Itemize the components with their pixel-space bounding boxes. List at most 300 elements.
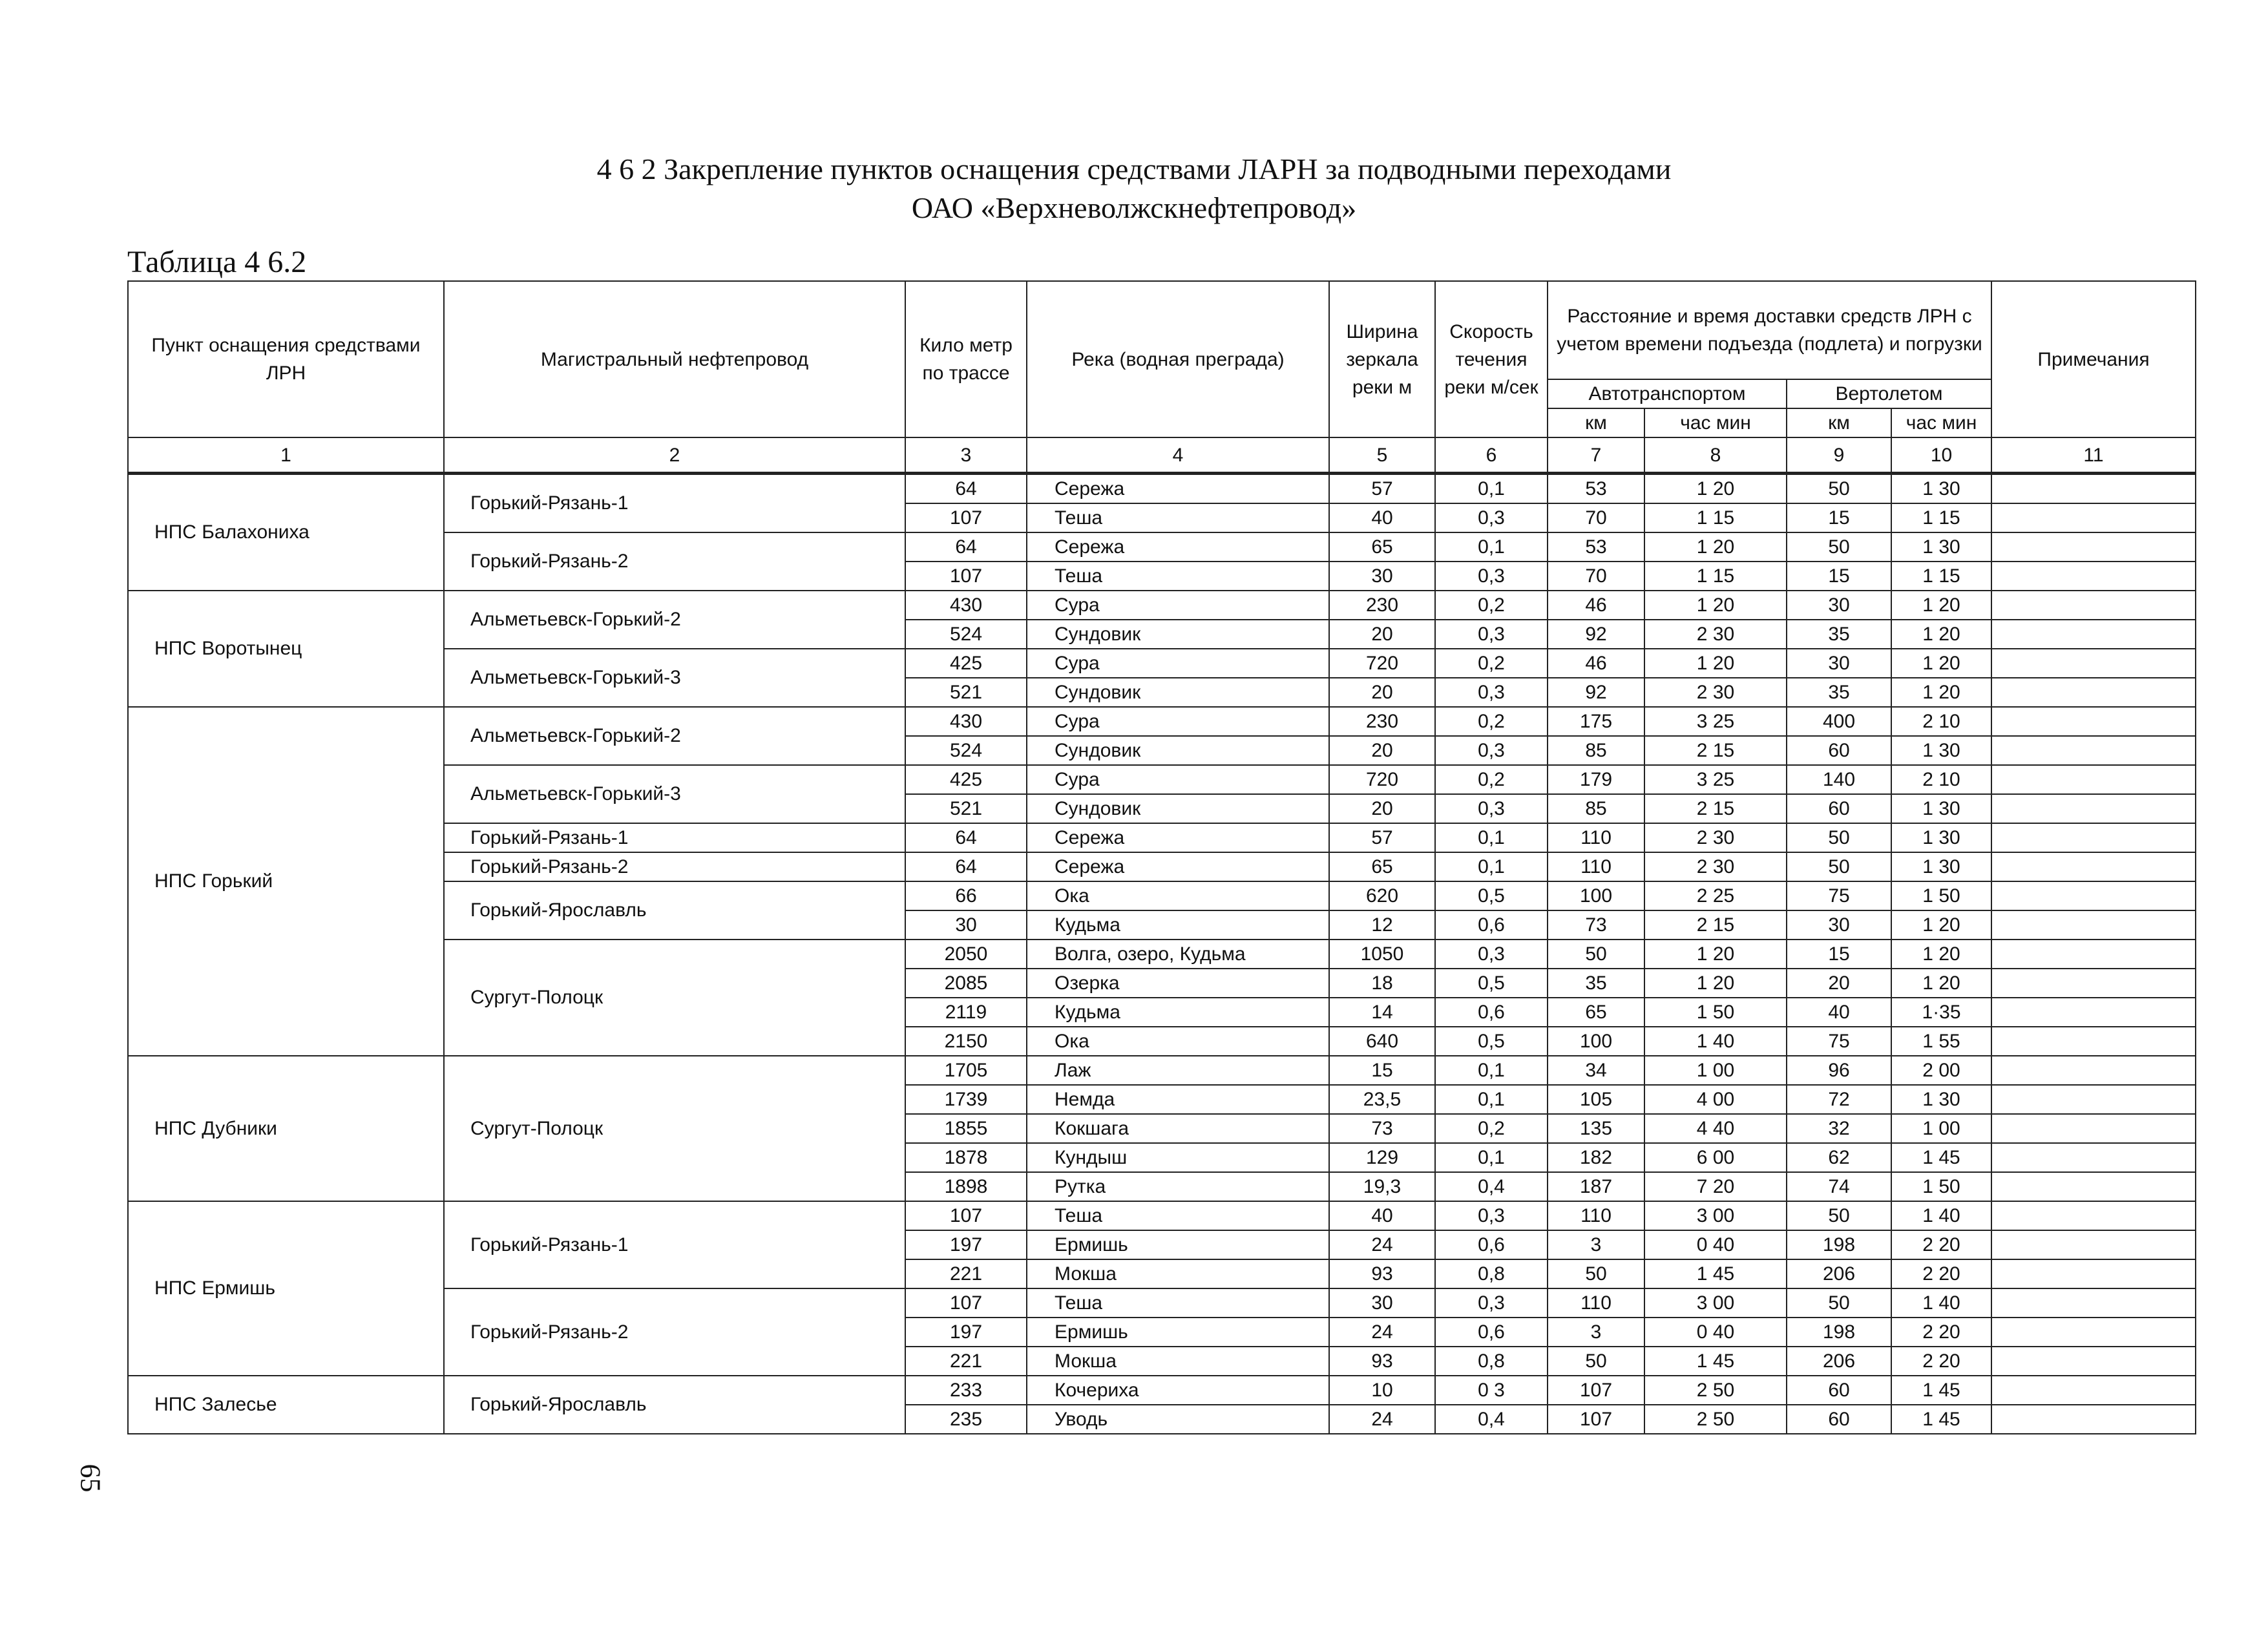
cell-auto-time: 1 15 bbox=[1644, 503, 1787, 532]
cell-speed: 0,3 bbox=[1435, 736, 1548, 765]
cell-width: 65 bbox=[1329, 532, 1435, 562]
cell-auto-km: 50 bbox=[1548, 940, 1644, 969]
cell-speed: 0,3 bbox=[1435, 620, 1548, 649]
cell-river: Сура bbox=[1027, 591, 1329, 620]
cell-width: 14 bbox=[1329, 998, 1435, 1027]
header-heli-time: час мин bbox=[1891, 408, 1991, 437]
cell-heli-km: 50 bbox=[1787, 1201, 1891, 1230]
cell-river: Рутка bbox=[1027, 1172, 1329, 1201]
cell-width: 73 bbox=[1329, 1114, 1435, 1143]
cell-km: 64 bbox=[905, 852, 1027, 881]
table-row bbox=[128, 591, 2196, 620]
cell-auto-time: 1 20 bbox=[1644, 591, 1787, 620]
cell-auto-time: 1 45 bbox=[1644, 1347, 1787, 1376]
pipeline-name: Горький-Рязань-2 bbox=[444, 1288, 905, 1376]
cell-heli-time: 1·35 bbox=[1891, 998, 1991, 1027]
cell-km: 2119 bbox=[905, 998, 1027, 1027]
cell-river: Теша bbox=[1027, 503, 1329, 532]
cell-river: Сура bbox=[1027, 765, 1329, 794]
cell-auto-time: 3 00 bbox=[1644, 1288, 1787, 1318]
cell-river: Сережа bbox=[1027, 823, 1329, 852]
cell-river: Волга, озеро, Кудьма bbox=[1027, 940, 1329, 969]
cell-river: Лаж bbox=[1027, 1056, 1329, 1085]
header-heli: Вертолетом bbox=[1787, 379, 1991, 408]
cell-auto-time: 0 40 bbox=[1644, 1318, 1787, 1347]
cell-width: 15 bbox=[1329, 1056, 1435, 1085]
cell-notes bbox=[1991, 1172, 2196, 1201]
cell-width: 230 bbox=[1329, 707, 1435, 736]
cell-speed: 0,2 bbox=[1435, 649, 1548, 678]
cell-heli-km: 30 bbox=[1787, 649, 1891, 678]
cell-auto-km: 135 bbox=[1548, 1114, 1644, 1143]
cell-speed: 0,1 bbox=[1435, 823, 1548, 852]
cell-heli-km: 32 bbox=[1787, 1114, 1891, 1143]
heading-line-2: ОАО «Верхневолжскнефтепровод» bbox=[911, 191, 1357, 224]
cell-river: Озерка bbox=[1027, 969, 1329, 998]
cell-auto-km: 107 bbox=[1548, 1376, 1644, 1405]
table-row bbox=[128, 707, 2196, 736]
cell-speed: 0,8 bbox=[1435, 1259, 1548, 1288]
heading-line-1: 4 6 2 Закрепление пунктов оснащения средствами ЛАРН за подводными переходами bbox=[596, 152, 1672, 185]
cell-auto-km: 3 bbox=[1548, 1318, 1644, 1347]
cell-notes bbox=[1991, 591, 2196, 620]
cell-heli-time: 1 20 bbox=[1891, 940, 1991, 969]
cell-km: 1855 bbox=[905, 1114, 1027, 1143]
cell-heli-time: 1 30 bbox=[1891, 852, 1991, 881]
cell-auto-km: 110 bbox=[1548, 1288, 1644, 1318]
cell-speed: 0,3 bbox=[1435, 678, 1548, 707]
cell-width: 57 bbox=[1329, 823, 1435, 852]
pipeline-name: Сургут-Полоцк bbox=[444, 1056, 905, 1201]
cell-width: 20 bbox=[1329, 678, 1435, 707]
column-number: 11 bbox=[1991, 437, 2196, 474]
cell-river: Сура bbox=[1027, 707, 1329, 736]
cell-notes bbox=[1991, 503, 2196, 532]
cell-width: 24 bbox=[1329, 1405, 1435, 1434]
cell-heli-km: 198 bbox=[1787, 1318, 1891, 1347]
cell-auto-time: 1 40 bbox=[1644, 1027, 1787, 1056]
cell-auto-km: 53 bbox=[1548, 474, 1644, 504]
cell-heli-time: 2 00 bbox=[1891, 1056, 1991, 1085]
cell-auto-km: 34 bbox=[1548, 1056, 1644, 1085]
cell-heli-km: 206 bbox=[1787, 1347, 1891, 1376]
cell-speed: 0,3 bbox=[1435, 562, 1548, 591]
cell-heli-km: 400 bbox=[1787, 707, 1891, 736]
cell-heli-km: 40 bbox=[1787, 998, 1891, 1027]
column-number: 1 bbox=[128, 437, 444, 474]
cell-notes bbox=[1991, 1318, 2196, 1347]
cell-heli-km: 30 bbox=[1787, 910, 1891, 940]
cell-notes bbox=[1991, 1259, 2196, 1288]
cell-river: Ока bbox=[1027, 1027, 1329, 1056]
cell-heli-time: 2 20 bbox=[1891, 1347, 1991, 1376]
cell-km: 2050 bbox=[905, 940, 1027, 969]
cell-heli-km: 35 bbox=[1787, 620, 1891, 649]
cell-heli-km: 50 bbox=[1787, 532, 1891, 562]
cell-auto-km: 50 bbox=[1548, 1259, 1644, 1288]
cell-heli-time: 1 30 bbox=[1891, 823, 1991, 852]
cell-notes bbox=[1991, 998, 2196, 1027]
cell-notes bbox=[1991, 1201, 2196, 1230]
cell-km: 2150 bbox=[905, 1027, 1027, 1056]
cell-notes bbox=[1991, 707, 2196, 736]
cell-notes bbox=[1991, 1143, 2196, 1172]
cell-speed: 0,3 bbox=[1435, 1201, 1548, 1230]
cell-river: Кочериха bbox=[1027, 1376, 1329, 1405]
cell-heli-time: 2 20 bbox=[1891, 1259, 1991, 1288]
header-auto: Автотранспортом bbox=[1548, 379, 1787, 408]
cell-heli-time: 1 15 bbox=[1891, 503, 1991, 532]
cell-speed: 0,2 bbox=[1435, 1114, 1548, 1143]
cell-speed: 0,1 bbox=[1435, 532, 1548, 562]
station-name: НПС Залесье bbox=[128, 1376, 444, 1434]
cell-speed: 0,3 bbox=[1435, 794, 1548, 823]
cell-heli-time: 1 30 bbox=[1891, 532, 1991, 562]
cell-speed: 0,6 bbox=[1435, 998, 1548, 1027]
cell-river: Теша bbox=[1027, 562, 1329, 591]
cell-notes bbox=[1991, 794, 2196, 823]
cell-river: Сережа bbox=[1027, 532, 1329, 562]
cell-speed: 0,3 bbox=[1435, 503, 1548, 532]
header-heli-km: км bbox=[1787, 408, 1891, 437]
cell-auto-time: 1 20 bbox=[1644, 940, 1787, 969]
cell-width: 40 bbox=[1329, 1201, 1435, 1230]
cell-auto-km: 53 bbox=[1548, 532, 1644, 562]
cell-km: 64 bbox=[905, 532, 1027, 562]
station-name: НПС Горький bbox=[128, 707, 444, 1056]
cell-heli-time: 1 20 bbox=[1891, 620, 1991, 649]
cell-heli-time: 1 40 bbox=[1891, 1201, 1991, 1230]
ларн-table bbox=[127, 280, 2196, 1434]
cell-km: 524 bbox=[905, 620, 1027, 649]
pipeline-name: Альметьевск-Горький-2 bbox=[444, 707, 905, 765]
cell-speed: 0,1 bbox=[1435, 1056, 1548, 1085]
cell-km: 2085 bbox=[905, 969, 1027, 998]
cell-auto-km: 175 bbox=[1548, 707, 1644, 736]
cell-notes bbox=[1991, 1230, 2196, 1259]
cell-heli-km: 206 bbox=[1787, 1259, 1891, 1288]
cell-heli-km: 15 bbox=[1787, 562, 1891, 591]
cell-heli-time: 2 20 bbox=[1891, 1318, 1991, 1347]
cell-heli-time: 1 45 bbox=[1891, 1143, 1991, 1172]
cell-auto-time: 1 20 bbox=[1644, 969, 1787, 998]
cell-heli-km: 60 bbox=[1787, 1405, 1891, 1434]
cell-width: 24 bbox=[1329, 1230, 1435, 1259]
cell-auto-km: 50 bbox=[1548, 1347, 1644, 1376]
cell-river: Сундовик bbox=[1027, 794, 1329, 823]
cell-speed: 0,4 bbox=[1435, 1172, 1548, 1201]
cell-heli-time: 1 20 bbox=[1891, 678, 1991, 707]
pipeline-name: Альметьевск-Горький-2 bbox=[444, 591, 905, 649]
cell-auto-km: 100 bbox=[1548, 1027, 1644, 1056]
cell-notes bbox=[1991, 1288, 2196, 1318]
cell-notes bbox=[1991, 649, 2196, 678]
cell-speed: 0,1 bbox=[1435, 1143, 1548, 1172]
cell-heli-km: 50 bbox=[1787, 1288, 1891, 1318]
cell-river: Немда bbox=[1027, 1085, 1329, 1114]
cell-heli-km: 15 bbox=[1787, 940, 1891, 969]
table-row bbox=[128, 1056, 2196, 1085]
cell-heli-km: 20 bbox=[1787, 969, 1891, 998]
cell-speed: 0 3 bbox=[1435, 1376, 1548, 1405]
cell-heli-time: 2 20 bbox=[1891, 1230, 1991, 1259]
cell-km: 1739 bbox=[905, 1085, 1027, 1114]
cell-heli-km: 60 bbox=[1787, 736, 1891, 765]
cell-heli-km: 30 bbox=[1787, 591, 1891, 620]
cell-km: 197 bbox=[905, 1318, 1027, 1347]
header-speed: Скорость течения реки м/сек bbox=[1435, 281, 1548, 437]
cell-auto-km: 46 bbox=[1548, 591, 1644, 620]
cell-river: Кудьма bbox=[1027, 910, 1329, 940]
cell-auto-km: 3 bbox=[1548, 1230, 1644, 1259]
cell-auto-time: 2 50 bbox=[1644, 1405, 1787, 1434]
cell-km: 1878 bbox=[905, 1143, 1027, 1172]
cell-km: 430 bbox=[905, 707, 1027, 736]
cell-km: 524 bbox=[905, 736, 1027, 765]
station-name: НПС Дубники bbox=[128, 1056, 444, 1201]
header-auto-time: час мин bbox=[1644, 408, 1787, 437]
cell-notes bbox=[1991, 1085, 2196, 1114]
cell-auto-km: 92 bbox=[1548, 678, 1644, 707]
cell-auto-time: 6 00 bbox=[1644, 1143, 1787, 1172]
cell-river: Кудьма bbox=[1027, 998, 1329, 1027]
cell-auto-time: 2 50 bbox=[1644, 1376, 1787, 1405]
cell-speed: 0,8 bbox=[1435, 1347, 1548, 1376]
cell-heli-time: 1 30 bbox=[1891, 736, 1991, 765]
pipeline-name: Горький-Ярославль bbox=[444, 881, 905, 940]
cell-km: 107 bbox=[905, 1288, 1027, 1318]
cell-auto-time: 1 20 bbox=[1644, 649, 1787, 678]
column-number: 6 bbox=[1435, 437, 1548, 474]
cell-auto-km: 70 bbox=[1548, 503, 1644, 532]
cell-notes bbox=[1991, 910, 2196, 940]
cell-auto-time: 3 25 bbox=[1644, 765, 1787, 794]
cell-notes bbox=[1991, 1114, 2196, 1143]
cell-heli-km: 60 bbox=[1787, 794, 1891, 823]
cell-heli-km: 35 bbox=[1787, 678, 1891, 707]
cell-km: 521 bbox=[905, 678, 1027, 707]
cell-width: 20 bbox=[1329, 794, 1435, 823]
cell-notes bbox=[1991, 969, 2196, 998]
cell-notes bbox=[1991, 1027, 2196, 1056]
cell-notes bbox=[1991, 881, 2196, 910]
cell-river: Сережа bbox=[1027, 852, 1329, 881]
station-name: НПС Балахониха bbox=[128, 474, 444, 591]
cell-width: 720 bbox=[1329, 765, 1435, 794]
cell-auto-time: 1 20 bbox=[1644, 532, 1787, 562]
cell-auto-time: 2 15 bbox=[1644, 910, 1787, 940]
cell-km: 197 bbox=[905, 1230, 1027, 1259]
pipeline-name: Альметьевск-Горький-3 bbox=[444, 649, 905, 707]
cell-notes bbox=[1991, 1056, 2196, 1085]
column-number: 10 bbox=[1891, 437, 1991, 474]
cell-width: 57 bbox=[1329, 474, 1435, 504]
cell-heli-km: 50 bbox=[1787, 823, 1891, 852]
cell-heli-time: 1 50 bbox=[1891, 1172, 1991, 1201]
column-number: 3 bbox=[905, 437, 1027, 474]
cell-heli-time: 1 30 bbox=[1891, 794, 1991, 823]
cell-km: 521 bbox=[905, 794, 1027, 823]
cell-width: 65 bbox=[1329, 852, 1435, 881]
cell-auto-time: 7 20 bbox=[1644, 1172, 1787, 1201]
cell-auto-km: 92 bbox=[1548, 620, 1644, 649]
cell-heli-km: 74 bbox=[1787, 1172, 1891, 1201]
cell-heli-km: 140 bbox=[1787, 765, 1891, 794]
cell-auto-time: 4 00 bbox=[1644, 1085, 1787, 1114]
table-body bbox=[128, 474, 2196, 1434]
cell-river: Сережа bbox=[1027, 474, 1329, 504]
cell-width: 12 bbox=[1329, 910, 1435, 940]
cell-width: 30 bbox=[1329, 1288, 1435, 1318]
cell-width: 24 bbox=[1329, 1318, 1435, 1347]
cell-notes bbox=[1991, 474, 2196, 504]
cell-river: Теша bbox=[1027, 1201, 1329, 1230]
cell-auto-time: 1 00 bbox=[1644, 1056, 1787, 1085]
cell-auto-time: 2 15 bbox=[1644, 794, 1787, 823]
header-station: Пункт оснащения средствами ЛРН bbox=[128, 281, 444, 437]
cell-speed: 0,2 bbox=[1435, 707, 1548, 736]
cell-auto-time: 1 50 bbox=[1644, 998, 1787, 1027]
cell-km: 66 bbox=[905, 881, 1027, 910]
pipeline-name: Горький-Рязань-1 bbox=[444, 1201, 905, 1288]
cell-speed: 0,6 bbox=[1435, 1230, 1548, 1259]
cell-auto-km: 46 bbox=[1548, 649, 1644, 678]
cell-heli-time: 1 20 bbox=[1891, 591, 1991, 620]
cell-river: Сундовик bbox=[1027, 736, 1329, 765]
cell-width: 20 bbox=[1329, 736, 1435, 765]
cell-notes bbox=[1991, 562, 2196, 591]
column-number: 4 bbox=[1027, 437, 1329, 474]
cell-auto-time: 2 25 bbox=[1644, 881, 1787, 910]
table-row bbox=[128, 1201, 2196, 1230]
cell-auto-time: 2 30 bbox=[1644, 678, 1787, 707]
cell-speed: 0,1 bbox=[1435, 474, 1548, 504]
header-notes: Примечания bbox=[1991, 281, 2196, 437]
cell-notes bbox=[1991, 852, 2196, 881]
cell-auto-time: 2 30 bbox=[1644, 620, 1787, 649]
cell-speed: 0,5 bbox=[1435, 1027, 1548, 1056]
cell-width: 20 bbox=[1329, 620, 1435, 649]
page-number: 65 bbox=[74, 1464, 107, 1493]
cell-heli-km: 15 bbox=[1787, 503, 1891, 532]
cell-heli-time: 1 55 bbox=[1891, 1027, 1991, 1056]
cell-river: Мокша bbox=[1027, 1347, 1329, 1376]
header-auto-km: км bbox=[1548, 408, 1644, 437]
cell-heli-time: 1 20 bbox=[1891, 649, 1991, 678]
cell-speed: 0,3 bbox=[1435, 940, 1548, 969]
cell-river: Уводь bbox=[1027, 1405, 1329, 1434]
cell-auto-km: 73 bbox=[1548, 910, 1644, 940]
cell-km: 221 bbox=[905, 1347, 1027, 1376]
cell-km: 430 bbox=[905, 591, 1027, 620]
cell-river: Кундыш bbox=[1027, 1143, 1329, 1172]
pipeline-name: Горький-Рязань-1 bbox=[444, 474, 905, 533]
cell-river: Ермишь bbox=[1027, 1318, 1329, 1347]
cell-width: 1050 bbox=[1329, 940, 1435, 969]
cell-river: Сундовик bbox=[1027, 678, 1329, 707]
cell-auto-km: 110 bbox=[1548, 1201, 1644, 1230]
station-name: НПС Воротынец bbox=[128, 591, 444, 707]
cell-river: Ока bbox=[1027, 881, 1329, 910]
cell-speed: 0,5 bbox=[1435, 969, 1548, 998]
cell-heli-km: 96 bbox=[1787, 1056, 1891, 1085]
cell-heli-time: 1 30 bbox=[1891, 474, 1991, 504]
cell-auto-time: 1 20 bbox=[1644, 474, 1787, 504]
cell-notes bbox=[1991, 1405, 2196, 1434]
cell-river: Кокшага bbox=[1027, 1114, 1329, 1143]
station-name: НПС Ермишь bbox=[128, 1201, 444, 1376]
cell-width: 10 bbox=[1329, 1376, 1435, 1405]
pipeline-name: Горький-Ярославль bbox=[444, 1376, 905, 1434]
header-width: Ширина зеркала реки м bbox=[1329, 281, 1435, 437]
cell-notes bbox=[1991, 1347, 2196, 1376]
cell-auto-km: 35 bbox=[1548, 969, 1644, 998]
cell-speed: 0,5 bbox=[1435, 881, 1548, 910]
cell-heli-km: 75 bbox=[1787, 881, 1891, 910]
cell-auto-km: 100 bbox=[1548, 881, 1644, 910]
cell-notes bbox=[1991, 678, 2196, 707]
header-river: Река (водная преграда) bbox=[1027, 281, 1329, 437]
cell-km: 107 bbox=[905, 503, 1027, 532]
cell-river: Сундовик bbox=[1027, 620, 1329, 649]
header-pipeline: Магистральный нефтепровод bbox=[444, 281, 905, 437]
cell-km: 1705 bbox=[905, 1056, 1027, 1085]
cell-auto-time: 1 15 bbox=[1644, 562, 1787, 591]
cell-river: Мокша bbox=[1027, 1259, 1329, 1288]
cell-auto-km: 110 bbox=[1548, 823, 1644, 852]
cell-width: 620 bbox=[1329, 881, 1435, 910]
cell-notes bbox=[1991, 940, 2196, 969]
cell-auto-time: 1 45 bbox=[1644, 1259, 1787, 1288]
cell-auto-time: 2 15 bbox=[1644, 736, 1787, 765]
cell-heli-time: 1 40 bbox=[1891, 1288, 1991, 1318]
cell-auto-time: 3 25 bbox=[1644, 707, 1787, 736]
cell-width: 19,3 bbox=[1329, 1172, 1435, 1201]
cell-km: 30 bbox=[905, 910, 1027, 940]
cell-auto-km: 187 bbox=[1548, 1172, 1644, 1201]
cell-heli-time: 1 50 bbox=[1891, 881, 1991, 910]
cell-heli-time: 2 10 bbox=[1891, 765, 1991, 794]
table-caption: Таблица 4 6.2 bbox=[127, 245, 307, 279]
cell-width: 18 bbox=[1329, 969, 1435, 998]
table-row bbox=[128, 474, 2196, 504]
pipeline-name: Горький-Рязань-2 bbox=[444, 532, 905, 591]
cell-heli-km: 198 bbox=[1787, 1230, 1891, 1259]
cell-km: 1898 bbox=[905, 1172, 1027, 1201]
cell-heli-time: 1 45 bbox=[1891, 1376, 1991, 1405]
cell-auto-km: 85 bbox=[1548, 794, 1644, 823]
cell-km: 107 bbox=[905, 1201, 1027, 1230]
cell-auto-time: 0 40 bbox=[1644, 1230, 1787, 1259]
cell-heli-time: 1 15 bbox=[1891, 562, 1991, 591]
document-heading bbox=[0, 150, 2268, 227]
cell-heli-time: 1 45 bbox=[1891, 1405, 1991, 1434]
cell-width: 93 bbox=[1329, 1259, 1435, 1288]
column-number: 8 bbox=[1644, 437, 1787, 474]
cell-speed: 0,2 bbox=[1435, 765, 1548, 794]
cell-speed: 0,1 bbox=[1435, 852, 1548, 881]
cell-width: 129 bbox=[1329, 1143, 1435, 1172]
cell-auto-km: 105 bbox=[1548, 1085, 1644, 1114]
cell-km: 221 bbox=[905, 1259, 1027, 1288]
cell-notes bbox=[1991, 1376, 2196, 1405]
cell-auto-km: 65 bbox=[1548, 998, 1644, 1027]
cell-notes bbox=[1991, 620, 2196, 649]
pipeline-name: Альметьевск-Горький-3 bbox=[444, 765, 905, 823]
cell-heli-time: 1 20 bbox=[1891, 910, 1991, 940]
cell-width: 230 bbox=[1329, 591, 1435, 620]
cell-speed: 0,4 bbox=[1435, 1405, 1548, 1434]
